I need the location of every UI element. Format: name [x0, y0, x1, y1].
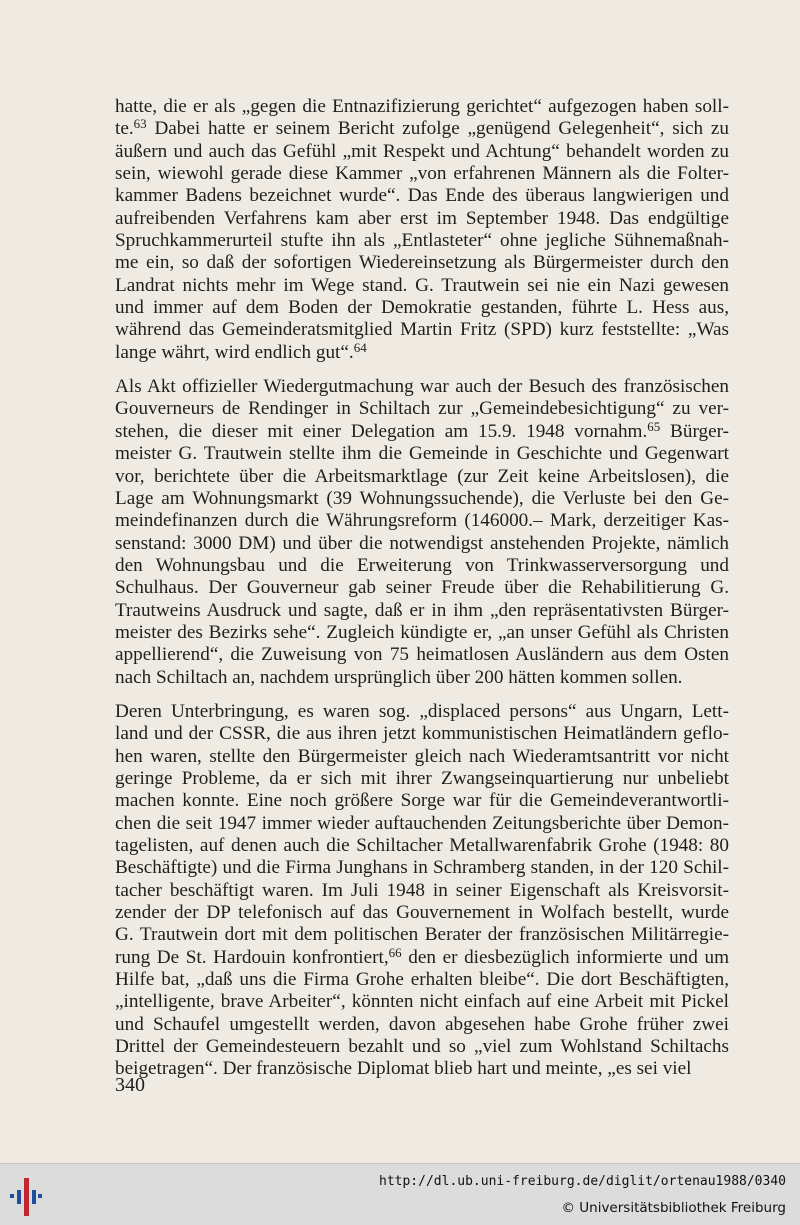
text-line: rung De St. Hardouin konfrontiert,$^{66}$ den er diesbezüglich informierte und um: [115, 944, 729, 968]
text-line: Gouverneurs de Rendinger in Schiltach zur „Gemeindebesichtigung“ zu ver-: [115, 398, 729, 420]
footnote-marker: 63: [133, 116, 147, 132]
text-line: meister G. Trautwein stellte ihm die Gemeinde in Geschichte und Gegenwart: [115, 443, 729, 465]
text-line: land und der CSSR, die aus ihren jetzt kommunistischen Heimatländern geflo-: [115, 723, 729, 745]
text-line: tacher beschäftigt waren. Im Juli 1948 in seiner Eigenschaft als Kreisvorsit-: [115, 879, 729, 901]
text-line: und immer auf dem Boden der Demokratie gestanden, führte L. Hess aus,: [115, 297, 729, 319]
text-line: Trautweins Ausdruck und sagte, daß er in ihm „den repräsentativsten Bürger-: [115, 599, 729, 621]
viewer-footer: [0, 1163, 800, 1225]
source-url[interactable]: http://dl.ub.uni-freiburg.de/diglit/ortenau1988/0340: [379, 1174, 786, 1189]
text-line: meister des Bezirks sehe“. Zugleich kündigte er, „an unser Gefühl als Christen: [115, 621, 729, 643]
text-line: chen die seit 1947 immer wieder auftauchenden Zeitungsberichte über Demon-: [115, 812, 729, 834]
text-line: senstand: 3000 DM) und über die notwendigst anstehenden Projekte, nämlich: [115, 532, 729, 554]
text-line: appellierend“, die Zuweisung von 75 heimatlosen Ausländern aus dem Osten: [115, 644, 729, 666]
paragraph: [115, 96, 729, 364]
text-line: äußern und auch das Gefühl „mit Respekt und Achtung“ behandelt worden zu: [115, 140, 729, 162]
text-line: hen waren, stellte den Bürgermeister gleich nach Wiederamtsantritt vor nicht: [115, 745, 729, 767]
copyright-notice: © Universitätsbibliothek Freiburg: [561, 1200, 786, 1216]
ub-freiburg-logo-icon: [8, 1174, 44, 1218]
footnote-marker: 66: [388, 944, 402, 960]
body-text: [115, 96, 729, 1093]
text-line: Drittel der Gemeindesteuern bezahlt und so „viel zum Wohlstand Schiltachs: [115, 1036, 729, 1058]
text-line: meindefinanzen durch die Währungsreform (146000.– Mark, derzeitiger Kas-: [115, 510, 729, 532]
text-line: beigetragen“. Der französische Diplomat blieb hart und meinte, „es sei viel: [115, 1058, 692, 1080]
text-line: hatte, die er als „gegen die Entnazifizierung gerichtet“ aufgezogen haben soll-: [115, 96, 729, 117]
text-line: Lage am Wohnungsmarkt (39 Wohnungssuchende), die Verluste bei den Ge-: [115, 487, 729, 509]
text-line: geringe Probleme, da er sich mit ihrer Zwangseinquartierung nur unbeliebt: [115, 767, 729, 789]
footnote-marker: 64: [353, 339, 367, 355]
text-line: sein, wiewohl gerade diese Kammer „von erfahrenen Männern als die Folter-: [115, 163, 729, 185]
footnote-marker: 65: [647, 418, 661, 434]
text-line: aufreibenden Verfahrens kam aber erst im September 1948. Das endgültige: [115, 207, 729, 229]
text-line: Beschäftigte) und die Firma Junghans in Schramberg standen, in der 120 Schil-: [115, 857, 729, 879]
text-line: te.$^{63}$ Dabei hatte er seinem Bericht zufolge „genügend Gelegenheit“, sich zu: [115, 116, 729, 140]
text-line: Spruchkammerurteil stufte ihn als „Entlasteter“ ohne jegliche Sühnemaßnah-: [115, 230, 729, 252]
text-line: zender der DP telefonisch auf das Gouvernement in Wolfach bestellt, wurde: [115, 902, 729, 924]
text-line: Hilfe bat, „daß uns die Firma Grohe erhalten bleibe“. Die dort Beschäftigten,: [115, 969, 729, 991]
text-line: Landrat nichts mehr im Wege stand. G. Trautwein sei nie ein Nazi gewesen: [115, 274, 729, 296]
paragraph: [115, 701, 729, 1081]
text-line: Schulhaus. Der Gouverneur gab seiner Freude über die Rehabilitierung G.: [115, 577, 729, 599]
text-line: tagelisten, auf denen auch die Schiltacher Metallwarenfabrik Grohe (1948: 80: [115, 835, 729, 856]
text-line: den Wohnungsbau und die Erweiterung von Trinkwasserversorgung und: [115, 554, 729, 576]
text-line: machen konnte. Eine noch größere Sorge war für die Gemeindeverantwortli-: [115, 790, 729, 812]
text-line: me ein, so daß der sofortigen Wiedereinsetzung als Bürgermeister durch den: [115, 252, 729, 274]
text-line: G. Trautwein dort mit dem politischen Berater der französischen Militärregie-: [115, 924, 729, 946]
paragraph: [115, 376, 729, 689]
text-line: und Schaufel umgestellt werden, davon abgesehen habe Grohe früher zwei: [115, 1013, 729, 1035]
text-line: stehen, die dieser mit einer Delegation am 15.9. 1948 vornahm.$^{65}$ Bürger-: [115, 418, 729, 442]
text-line: nach Schiltach an, nachdem ursprünglich über 200 hätten kommen sollen.: [115, 666, 683, 688]
text-line: Deren Unterbringung, es waren sog. „displaced persons“ aus Ungarn, Lett-: [115, 700, 729, 722]
text-line: während das Gemeinderatsmitglied Martin Fritz (SPD) kurz feststellte: „Was: [115, 319, 729, 341]
text-line: Als Akt offizieller Wiedergutmachung war auch der Besuch des französischen: [115, 376, 729, 398]
text-line: lange währt, wird endlich gut“.$^{64}$: [115, 339, 367, 363]
page-number: 340: [115, 1074, 145, 1096]
text-line: kammer Badens bezeichnet wurde“. Das Ende des überaus langwierigen und: [115, 185, 729, 207]
text-line: vor, berichtete über die Arbeitsmarktlage (zur Zeit keine Arbeitslosen), die: [115, 465, 729, 487]
text-line: „intelligente, brave Arbeiter“, könnten nicht einfach auf eine Arbeit mit Pickel: [115, 991, 729, 1013]
